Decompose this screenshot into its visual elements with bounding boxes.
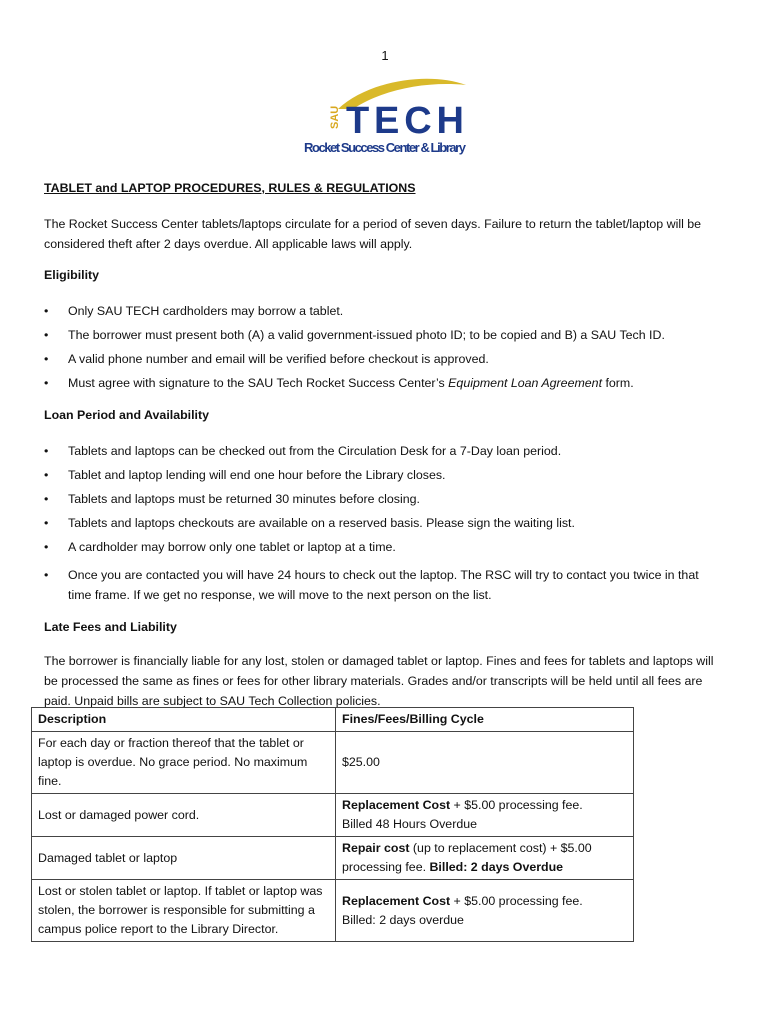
table-cell-fee: Replacement Cost + $5.00 processing fee. Billed: 2 days overdue <box>336 880 634 942</box>
eligibility-item: • Only SAU TECH cardholders may borrow a tablet. <box>44 301 724 321</box>
eligibility-item: • A valid phone number and email will be verified before checkout is approved. <box>44 349 724 369</box>
eligibility-item: • Must agree with signature to the SAU Tech Rocket Success Center’s Equipment Loan Agreement form. <box>44 373 724 393</box>
table-row <box>32 837 634 880</box>
fees-table <box>31 707 634 942</box>
eligibility-list <box>44 301 724 393</box>
logo-tech-text: TECH <box>346 100 464 142</box>
table-row <box>32 880 634 942</box>
table-header-fees: Fines/Fees/Billing Cycle <box>336 708 634 732</box>
eligibility-item: • The borrower must present both (A) a valid government-issued photo ID; to be copied and B) a SAU Tech ID. <box>44 325 724 345</box>
intro-paragraph: The Rocket Success Center tablets/laptops circulate for a period of seven days. Failure to return the tablet/laptop will be considered theft after 2 days overdue. All applicable laws will apply. <box>44 217 702 251</box>
table-header-row <box>32 708 634 732</box>
table-cell-description: Damaged tablet or laptop <box>32 837 336 880</box>
page-title: TABLET and LAPTOP PROCEDURES, RULES & REGULATIONS <box>44 181 416 195</box>
loan-item: • Tablets and laptops can be checked out from the Circulation Desk for a 7-Day loan period. <box>44 441 724 461</box>
logo-sau-text: SAU <box>329 105 341 129</box>
document-body <box>44 178 724 711</box>
table-cell-fee: Replacement Cost + $5.00 processing fee. Billed 48 Hours Overdue <box>336 794 634 837</box>
late-fees-heading: Late Fees and Liability <box>44 620 177 634</box>
loan-item: • Tablets and laptops checkouts are available on a reserved basis. Please sign the waiting list. <box>44 513 724 533</box>
loan-heading: Loan Period and Availability <box>44 408 210 422</box>
table-cell-description: Lost or stolen tablet or laptop. If tablet or laptop was stolen, the borrower is responsible for submitting a campus police report to the Library Director. <box>32 880 336 942</box>
logo-subtitle-text: Rocket Success Center & Library <box>304 140 466 155</box>
loan-item: • Once you are contacted you will have 24 hours to check out the laptop. The RSC will try to contact you twice in that time frame. If we get no response, we will move to the next person on the list. <box>44 565 724 605</box>
table-cell-fee: Repair cost (up to replacement cost) + $5.00 processing fee. Billed: 2 days Overdue <box>336 837 634 880</box>
loan-item: • A cardholder may borrow only one tablet or laptop at a time. <box>44 537 724 557</box>
loan-list <box>44 441 724 605</box>
table-cell-description: For each day or fraction thereof that the tablet or laptop is overdue. No grace period. No maximum fine. <box>32 732 336 794</box>
table-header-description: Description <box>32 708 336 732</box>
table-row <box>32 732 634 794</box>
table-cell-description: Lost or damaged power cord. <box>32 794 336 837</box>
table-row <box>32 794 634 837</box>
sau-tech-logo <box>298 75 470 157</box>
equipment-loan-agreement-text: Equipment Loan Agreement <box>448 376 603 390</box>
late-fees-paragraph: The borrower is financially liable for any lost, stolen or damaged tablet or laptop. Fines and fees for tablets and laptops will be processed the same as fines or fees for other library materials. Grades and/or transcripts will be held until all fees are paid. Unpaid bills are subject to SAU Tech Collection policies. <box>44 654 714 708</box>
loan-item: • Tablets and laptops must be returned 30 minutes before closing. <box>44 489 724 509</box>
loan-item: • Tablet and laptop lending will end one hour before the Library closes. <box>44 465 724 485</box>
page-number: 1 <box>381 48 389 63</box>
table-cell-fee: $25.00 <box>336 732 634 794</box>
eligibility-heading: Eligibility <box>44 268 100 282</box>
